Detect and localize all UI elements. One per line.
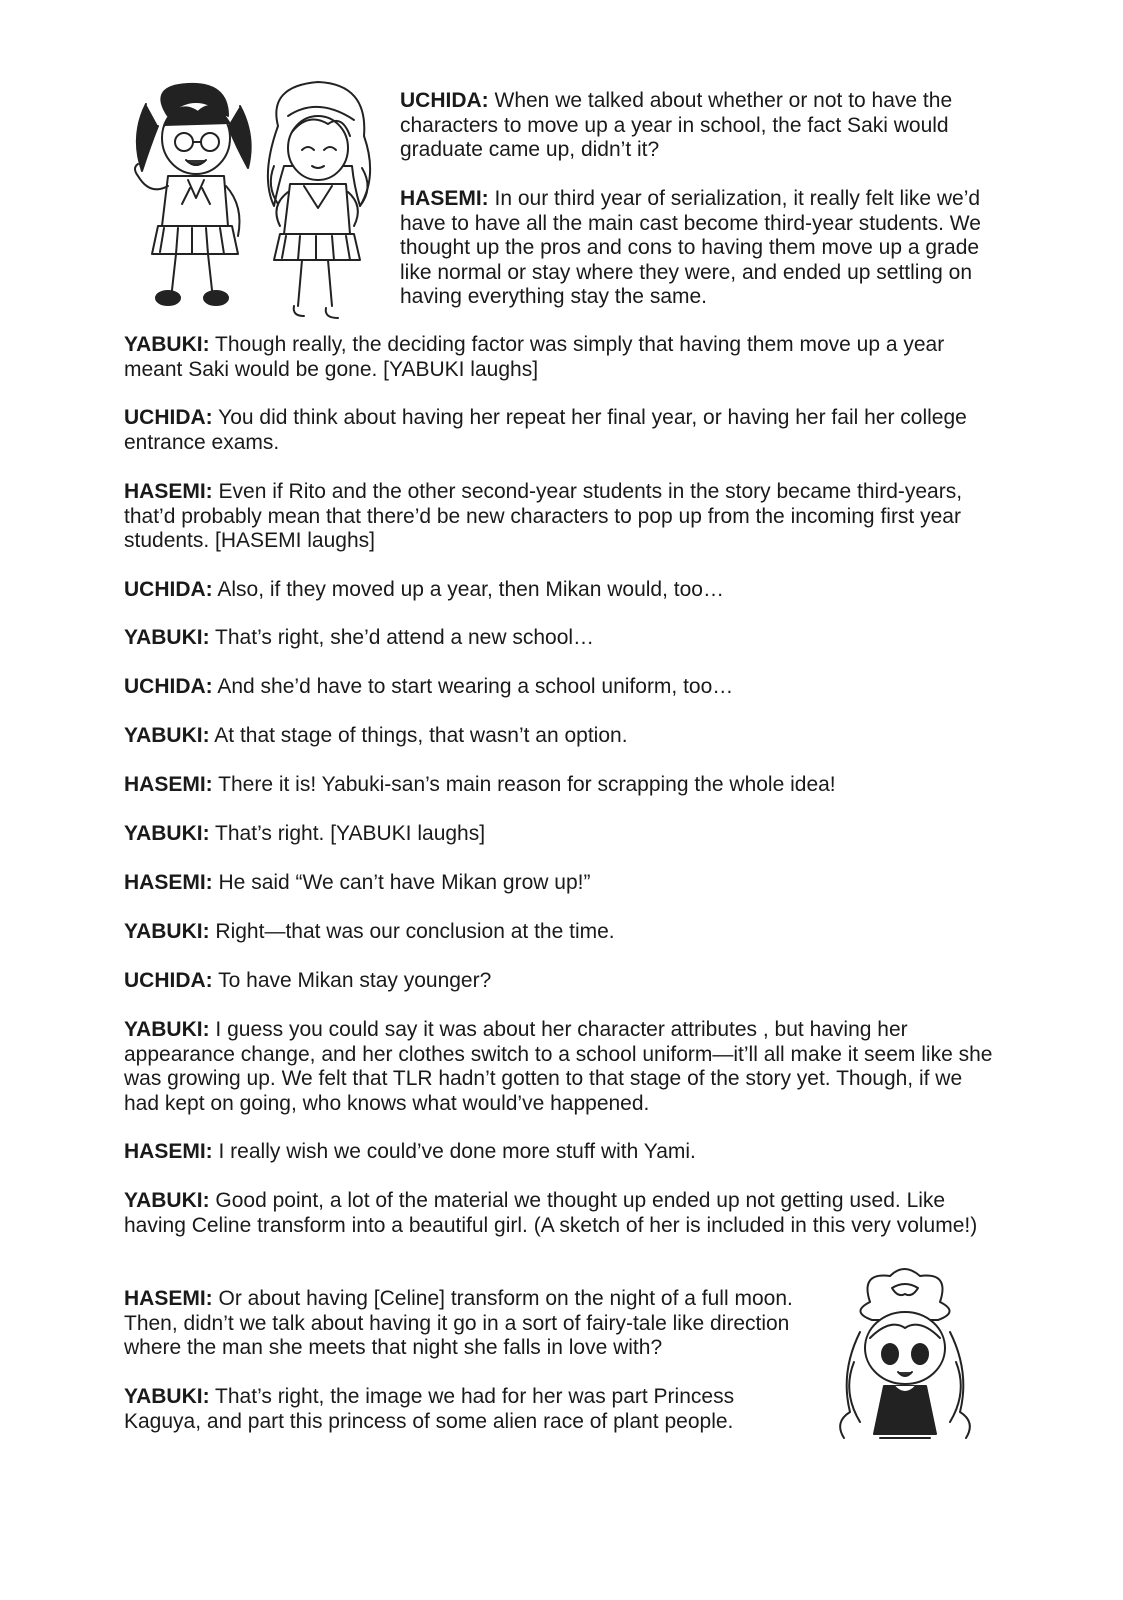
dialogue-text: That’s right. [YABUKI laughs] <box>215 822 486 845</box>
dialogue-line-1 <box>400 89 1000 163</box>
dialogue-line-13 <box>124 920 984 945</box>
dialogue-line-8 <box>124 675 984 700</box>
speaker-label: UCHIDA: <box>124 578 213 601</box>
speaker-label: YABUKI: <box>124 724 210 747</box>
speaker-label: YABUKI: <box>124 822 210 845</box>
celine-chibi-illustration <box>820 1262 990 1448</box>
speaker-label: UCHIDA: <box>124 675 213 698</box>
speaker-label: HASEMI: <box>400 187 489 210</box>
dialogue-line-12 <box>124 871 984 896</box>
dialogue-line-4 <box>124 406 984 455</box>
dialogue-line-2 <box>400 187 1000 310</box>
dialogue-text: When we talked about whether or not to have the characters to move up a year in school, the fact Saki would graduate came up, didn’t it? <box>400 89 953 161</box>
chibi-schoolgirls-illustration <box>128 76 390 326</box>
dialogue-text: And she’d have to start wearing a school uniform, too… <box>217 675 734 698</box>
speaker-label: UCHIDA: <box>124 969 213 992</box>
dialogue-line-10 <box>124 773 984 798</box>
dialogue-text: That’s right, the image we had for her was part Princess Kaguya, and part this princess of some alien race of plant people. <box>124 1385 735 1433</box>
dialogue-text: Or about having [Celine] transform on the night of a full moon. Then, didn’t we talk about having it go in a sort of fairy-tale like direction where the man she meets that night she falls in love with? <box>124 1287 793 1359</box>
dialogue-line-9 <box>124 724 984 749</box>
dialogue-line-11 <box>124 822 984 847</box>
dialogue-text: He said “We can’t have Mikan grow up!” <box>218 871 591 894</box>
dialogue-line-7 <box>124 626 984 651</box>
dialogue-text: Good point, a lot of the material we thought up ended up not getting used. Like having Celine transform into a beautiful girl. (A sketch of her is included in this very volume!) <box>124 1189 978 1237</box>
speaker-label: YABUKI: <box>124 1385 210 1408</box>
speaker-label: YABUKI: <box>124 1189 210 1212</box>
dialogue-line-14 <box>124 969 984 994</box>
speaker-label: HASEMI: <box>124 773 213 796</box>
speaker-label: YABUKI: <box>124 920 210 943</box>
dialogue-line-5 <box>124 480 984 554</box>
dialogue-text: That’s right, she’d attend a new school… <box>215 626 595 649</box>
dialogue-text: You did think about having her repeat her final year, or having her fail her college entrance exams. <box>124 406 967 454</box>
speaker-label: UCHIDA: <box>400 89 489 112</box>
speaker-label: HASEMI: <box>124 1287 213 1310</box>
speaker-label: HASEMI: <box>124 480 213 503</box>
dialogue-text: Right—that was our conclusion at the time. <box>215 920 615 943</box>
dialogue-text: Even if Rito and the other second-year students in the story became third-years, that’d probably mean that there’d be new characters to pop up from the incoming first year students. [HASEMI laughs] <box>124 480 963 552</box>
dialogue-line-6 <box>124 578 984 603</box>
speaker-label: UCHIDA: <box>124 406 213 429</box>
dialogue-text: I really wish we could’ve done more stuff with Yami. <box>218 1140 696 1163</box>
dialogue-text: Though really, the deciding factor was simply that having them move up a year meant Saki would be gone. [YABUKI laughs] <box>124 333 945 381</box>
speaker-label: YABUKI: <box>124 626 210 649</box>
speaker-label: YABUKI: <box>124 333 210 356</box>
dialogue-text: To have Mikan stay younger? <box>218 969 492 992</box>
dialogue-text: In our third year of serialization, it really felt like we’d have to have all the main cast become third-year students. We thought up the pros and cons to having them move up a grade like normal or stay where they were, and ended up settling on having everything stay the same. <box>400 187 981 308</box>
dialogue-text: There it is! Yabuki-san’s main reason for scrapping the whole idea! <box>218 773 836 796</box>
dialogue-text: I guess you could say it was about her character attributes , but having her appearance change, and her clothes switch to a school uniform—it’ll all make it seem like she was growing up. We felt that TLR hadn’t gotten to that stage of the story yet. Though, if we had kept on going, who knows what would’ve happened. <box>124 1018 993 1115</box>
speaker-label: HASEMI: <box>124 871 213 894</box>
dialogue-line-19 <box>124 1385 809 1434</box>
speaker-label: YABUKI: <box>124 1018 210 1041</box>
dialogue-line-3 <box>124 333 984 382</box>
dialogue-line-15 <box>124 1018 994 1116</box>
dialogue-line-17 <box>124 1189 984 1238</box>
dialogue-line-18 <box>124 1287 824 1361</box>
dialogue-text: At that stage of things, that wasn’t an option. <box>214 724 628 747</box>
dialogue-text: Also, if they moved up a year, then Mikan would, too… <box>217 578 724 601</box>
speaker-label: HASEMI: <box>124 1140 213 1163</box>
dialogue-line-16 <box>124 1140 984 1165</box>
